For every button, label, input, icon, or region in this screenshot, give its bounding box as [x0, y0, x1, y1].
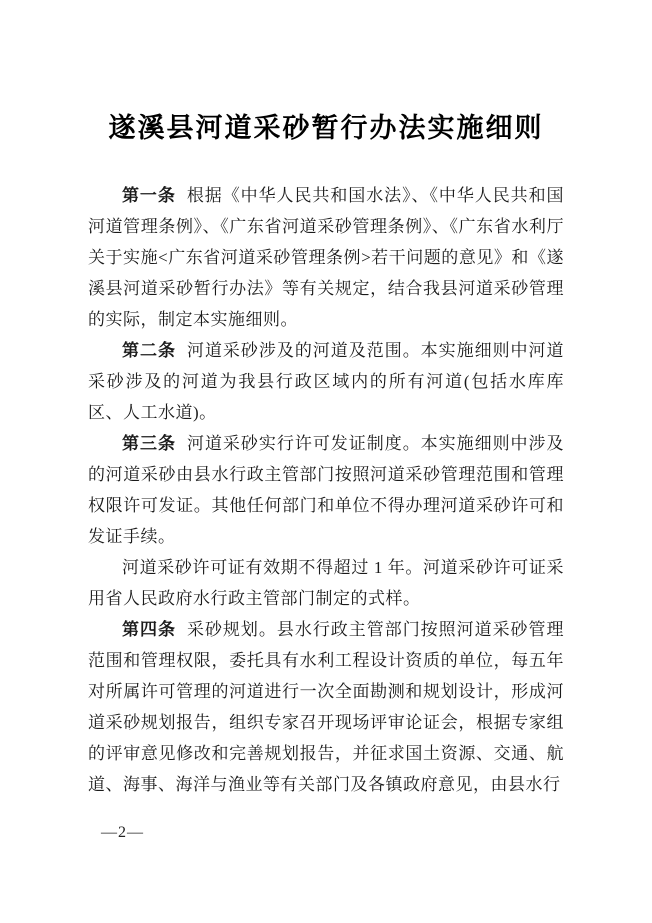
page-number: —2—: [101, 824, 144, 841]
article-number: 第四条: [122, 620, 176, 639]
document-title: 遂溪县河道采砂暂行办法实施细则: [108, 113, 544, 143]
article-text: 河道采砂涉及的河道及范围。本实施细则中河道采砂涉及的河道为我县行政区域内的所有河道(包括水库库区、人工水道)。: [88, 341, 565, 422]
article-text: 采砂规划。县水行政主管部门按照河道采砂管理范围和管理权限，委托具有水利工程设计资质的单位，每五年对所属许可管理的河道进行一次全面勘测和规划设计，形成河道采砂规划报告，组织专家召开现场评审论证会，根据专家组的评审意见修改和完善规划报告，并征求国土资源、交通、航道、海事、海洋与渔业等有关部门及各镇政府意见，由县水行: [88, 620, 565, 794]
article-paragraph: [88, 552, 564, 614]
article-number: 第二条: [122, 341, 176, 360]
article-text: 根据《中华人民共和国水法》、《中华人民共和国河道管理条例》、《广东省河道采砂管理条例》、《广东省水利厅关于实施<广东省河道采砂管理条例>若干问题的意见》和《遂溪县河道采砂暂行办法》等有关规定，结合我县河道采砂管理的实际，制定本实施细则。: [88, 186, 565, 329]
article-paragraph: [88, 180, 564, 335]
article-paragraph: [88, 428, 564, 552]
article-text: 河道采砂许可证有效期不得超过 1 年。河道采砂许可证采用省人民政府水行政主管部门制定的式样。: [88, 558, 564, 608]
article-paragraph: [88, 614, 564, 800]
article-paragraph: [88, 335, 564, 428]
article-text: 河道采砂实行许可发证制度。本实施细则中涉及的河道采砂由县水行政主管部门按照河道采砂管理范围和管理权限许可发证。其他任何部门和单位不得办理河道采砂许可和发证手续。: [88, 434, 565, 546]
document-body: [88, 180, 564, 800]
article-number: 第三条: [122, 434, 176, 453]
article-number: 第一条: [122, 186, 176, 205]
